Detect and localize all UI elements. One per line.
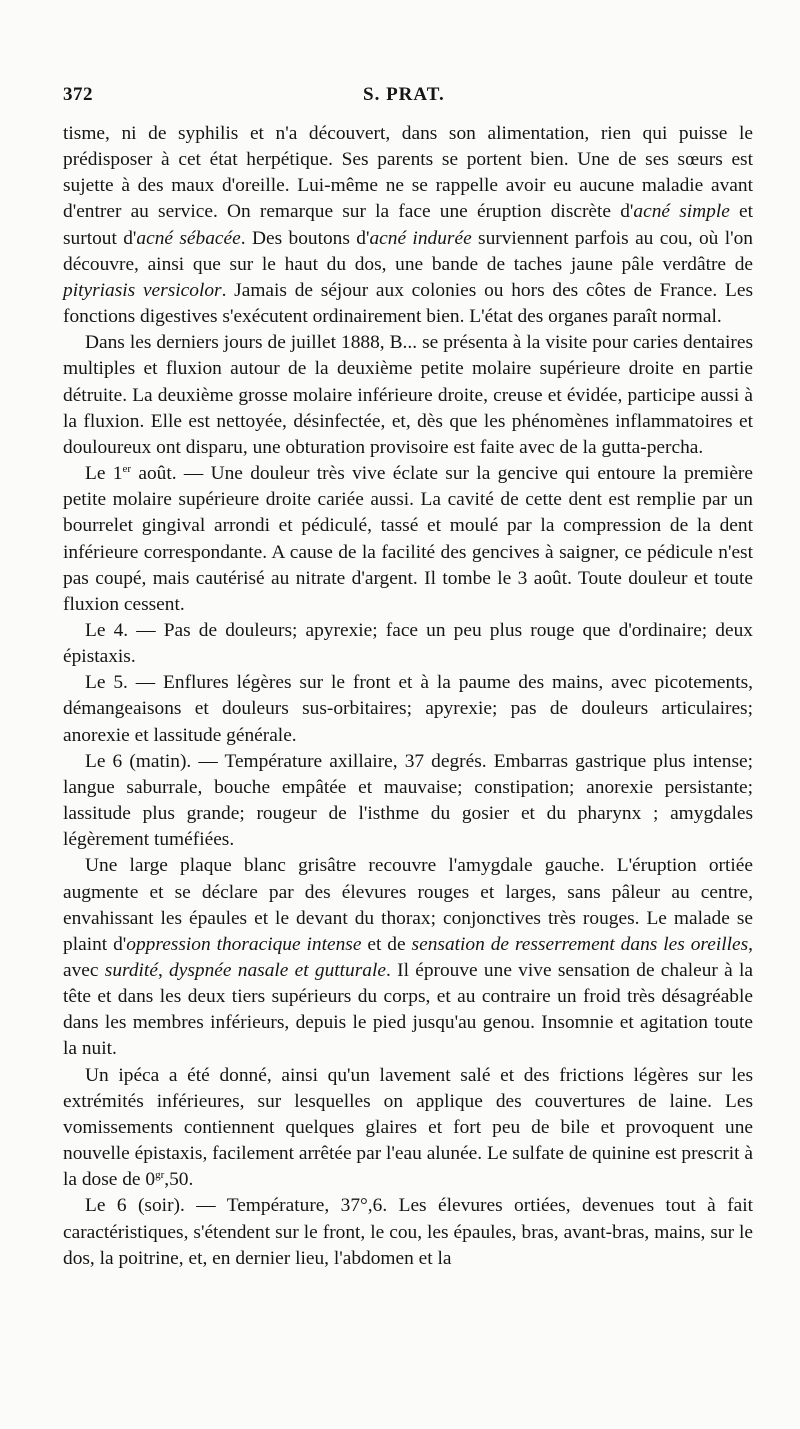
text-run: tisme, ni de syphilis et n'a découvert, dans son alimentation, rien qui puisse le prédisposer à cet état herpétique. Ses parents se portent bien. Une de ses sœurs est sujette à des maux d'oreille. Lui-même ne se rappelle avoir eu aucune maladie avant d'entrer au service. On remarque sur la face une éruption discrète d'	[63, 123, 753, 223]
italic-term: oppression thoracique intense	[126, 933, 362, 955]
paragraph	[63, 853, 753, 1062]
text-run: Le 6 (soir). — Température, 37°,6. Les élevures ortiées, devenues tout à fait caractéristiques, s'étendent sur le front, le cou, les épaules, bras, avant-bras, mains, sur le dos, la poitrine, et, en dernier lieu, l'abdomen et la	[63, 1195, 753, 1269]
text-run: août. — Une douleur très vive éclate sur la gencive qui entoure la première petite molaire supérieure droite cariée aussi. La cavité de cette dent est remplie par un bourrelet gingival arrondi et pédiculé, tassé et moulé par la compression de la dent inférieure correspondante. A cause de la facilité des gencives à saigner, ce pédicule n'est pas coupé, mais cautérisé au nitrate d'argent. Il tombe le 3 août. Toute douleur et toute fluxion cessent.	[63, 463, 753, 615]
text-run: . Il éprouve une vive sensation de chaleur à la tête et dans les deux tiers supérieurs du corps, et au contraire un froid très désagréable dans les membres inférieurs, depuis le pied jusqu'au genou. Insomnie et agitation toute la nuit.	[63, 960, 753, 1060]
paragraph	[63, 121, 753, 330]
text-run: , avec	[63, 933, 754, 981]
page-number: 372	[63, 84, 93, 105]
superscript: er	[122, 463, 132, 476]
paragraph	[63, 670, 753, 748]
italic-term: surdité	[104, 960, 158, 981]
text-run: Dans les derniers jours de juillet 1888, B... se présenta à la visite pour caries dentaires multiples et fluxion autour de la deuxième petite molaire supérieure droite en partie détruite. La deuxième grosse molaire inférieure droite, creuse et évidée, participe aussi à la fluxion. Elle est nettoyée, désinfectée, et, dès que les phénomènes inflammatoires et douloureux ont disparu, une obturation provisoire est faite avec de la gutta-percha.	[63, 332, 753, 458]
text-run: Un ipéca a été donné, ainsi qu'un lavement salé et des frictions légères sur les extrémités inférieures, sur lesquelles on applique des couvertures de laine. Les vomissements contiennent quelques glaires et fort peu de bile et provoquent une nouvelle épistaxis, facilement arrêtée par l'eau alunée. Le sulfate de quinine est prescrit à la dose de 0	[63, 1064, 753, 1191]
text-run: Le 5. — Enflures légères sur le front et à la paume des mains, avec picotements, démangeaisons et douleurs sus-orbitaires; apyrexie; pas de douleurs articulaires; anorexie et lassitude générale.	[63, 672, 753, 746]
text-run: ,	[157, 960, 170, 981]
body-text	[63, 121, 753, 1272]
italic-term: acné simple	[633, 201, 730, 223]
italic-term: acné indurée	[369, 227, 472, 249]
text-run: . Jamais de séjour aux colonies ou hors des côtes de France. Les fonctions digestives s'exécutent ordinairement bien. L'état des organes paraît normal.	[63, 279, 754, 328]
paragraph	[63, 1193, 753, 1271]
italic-term: acné sébacée	[136, 227, 241, 249]
paragraph	[63, 749, 753, 854]
paragraph	[63, 330, 753, 461]
text-run: et surtout d'	[63, 201, 754, 249]
text-run: ,50.	[164, 1169, 194, 1191]
text-run: Le 4. — Pas de douleurs; apyrexie; face un peu plus rouge que d'ordinaire; deux épistaxis.	[63, 619, 753, 668]
book-page	[63, 84, 753, 1272]
text-run: Une large plaque blanc grisâtre recouvre l'amygdale gauche. L'éruption ortiée augmente et se déclare par des élevures rouges et larges, sans pâleur au centre, envahissant les épaules et le devant du thorax; conjonctives très rouges. Le malade se plaint d'	[63, 855, 753, 955]
text-run: et de	[361, 933, 412, 955]
page-header	[63, 84, 753, 114]
paragraph	[63, 618, 753, 670]
italic-term: dyspnée nasale et gutturale	[169, 960, 386, 981]
paragraph	[63, 1063, 753, 1194]
text-run: surviennent parfois au cou, où l'on découvre, ainsi que sur le haut du dos, une bande de taches jaune pâle verdâtre de	[63, 227, 753, 275]
italic-term: pityriasis versicolor	[63, 279, 222, 301]
text-run: Le 1	[85, 463, 123, 485]
text-run: Le 6 (matin). — Température axillaire, 37 degrés. Embarras gastrique plus intense; langue saburrale, bouche empâtée et mauvaise; constipation; anorexie persistante; lassitude plus grande; rougeur de l'isthme du gosier et du pharynx ; amygdales légèrement tuméfiées.	[63, 750, 753, 851]
text-run: . Des boutons d'	[240, 227, 370, 249]
running-head: S. PRAT.	[363, 84, 445, 105]
italic-term: sensation de resserrement dans les oreilles	[411, 933, 749, 955]
paragraph	[63, 461, 753, 618]
superscript: gr	[155, 1169, 165, 1182]
